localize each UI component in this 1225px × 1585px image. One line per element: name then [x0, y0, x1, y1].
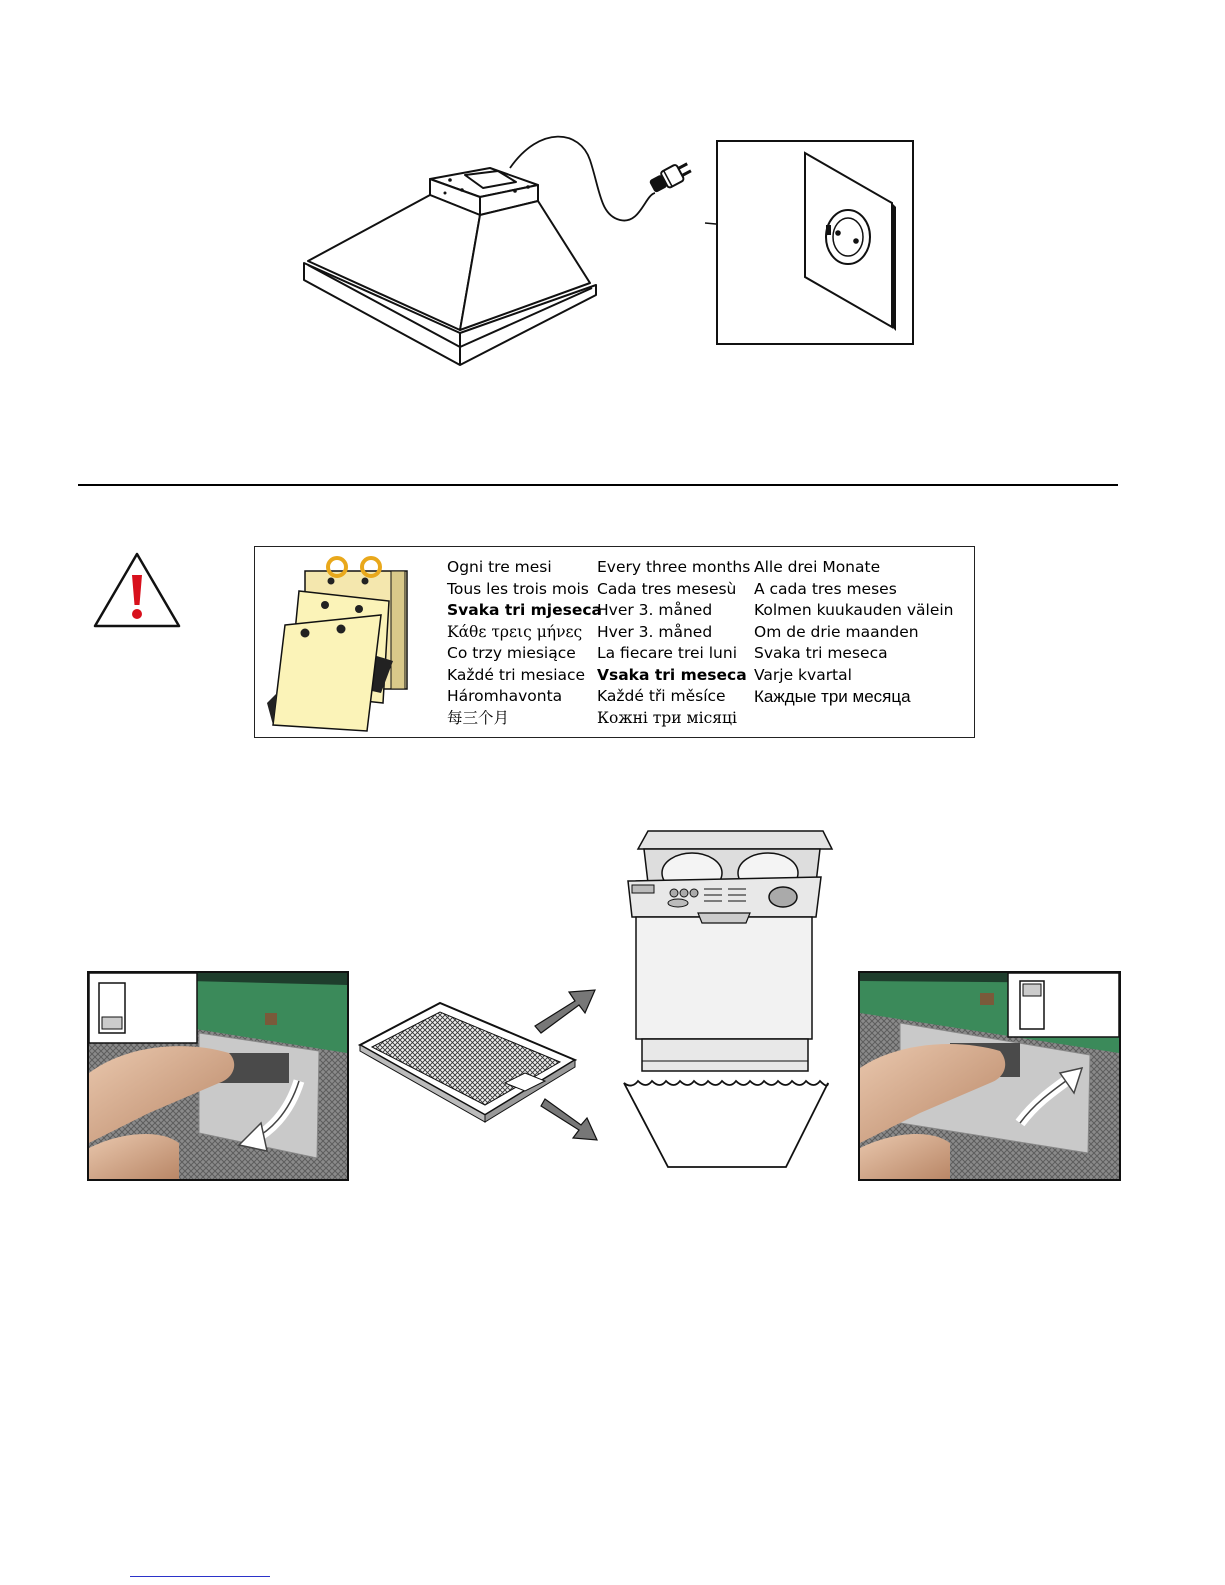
frequency-text: Každé tri mesiace [447, 665, 586, 684]
frequency-text: Every three months [597, 558, 751, 576]
frequency-text: Hver 3. måned [597, 601, 713, 619]
frequency-text: Svaka tri meseca [754, 644, 888, 662]
frequency-text: Svaka tri mjeseca [447, 601, 603, 619]
filter-removal-photo [87, 971, 349, 1181]
frequency-column-1 [447, 557, 602, 729]
frequency-text: La fiecare trei luni [597, 644, 738, 662]
dishwasher-and-bowl-illustration [618, 825, 848, 1185]
frequency-text: Tous les trois mois [447, 579, 589, 598]
frequency-text: Co trzy miesiące [447, 644, 576, 662]
section-divider [78, 484, 1118, 486]
warning-triangle-icon [92, 551, 182, 629]
frequency-text: Kolmen kuukauden välein [754, 601, 954, 619]
filter-refit-photo [858, 971, 1121, 1181]
frequency-text: Om de drie maanden [754, 622, 919, 641]
frequency-column-2 [597, 557, 750, 729]
cleaning-frequency-notice [254, 546, 975, 738]
power-plug-icon [648, 159, 694, 195]
arrow-up-right-icon [535, 990, 595, 1033]
frequency-text: A cada tres meses [754, 579, 897, 598]
grease-filter-illustration [355, 985, 615, 1155]
arrow-down-right-icon [541, 1099, 597, 1140]
frequency-text: Vsaka tri meseca [597, 665, 747, 684]
frequency-text: Cada tres mesesù [597, 579, 737, 598]
frequency-text: Varje kvartal [754, 665, 852, 684]
frequency-text: Κάθε τρεις μήνες [447, 622, 583, 641]
frequency-text: Alle drei Monate [754, 558, 881, 576]
hood-plug-illustration [300, 135, 925, 375]
frequency-text: Háromhavonta [447, 687, 563, 705]
frequency-text: Каждые три месяца [754, 687, 911, 706]
frequency-text: Кожні три місяці [597, 708, 737, 727]
frequency-text: Hver 3. måned [597, 622, 713, 641]
frequency-text: Ogni tre mesi [447, 558, 552, 576]
frequency-text: 每三个月 [447, 708, 510, 727]
footer-link-line [130, 1576, 270, 1577]
frequency-column-3 [754, 557, 954, 708]
frequency-text: Každé tři měsíce [597, 687, 726, 705]
calendar-icon [263, 553, 411, 733]
hood-plug-drawing [300, 135, 925, 375]
